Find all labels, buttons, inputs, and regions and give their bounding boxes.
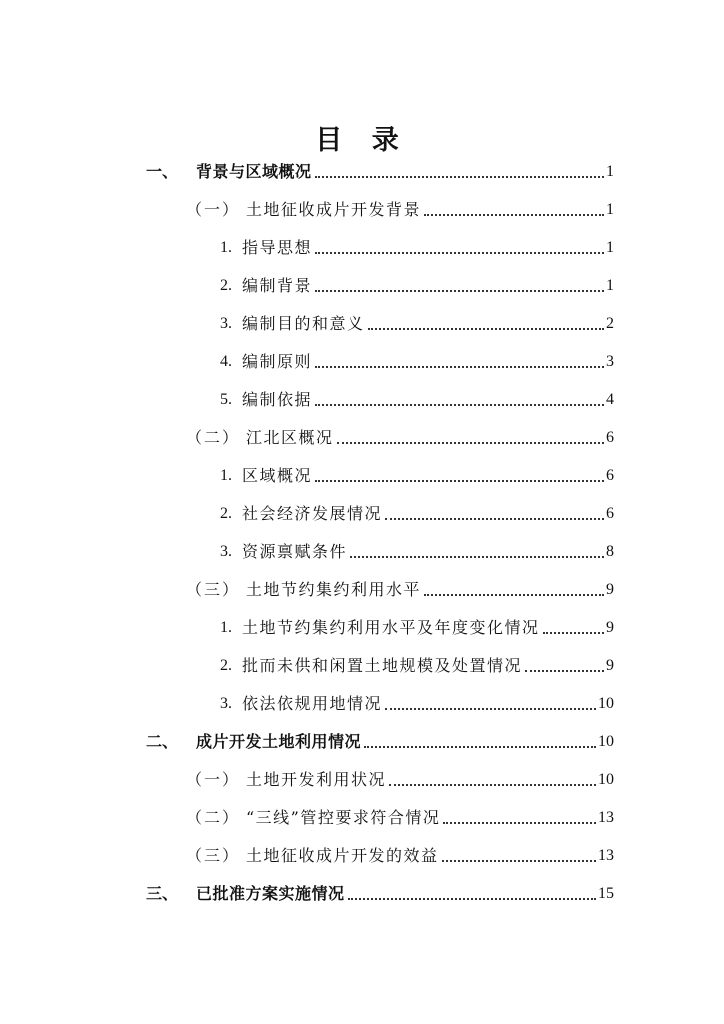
toc-leader-dots <box>424 594 604 596</box>
toc-entry-page: 13 <box>598 847 614 864</box>
toc-entry-number: 4. <box>220 353 232 370</box>
toc-entry-number: （三） <box>186 846 241 865</box>
toc-entry-page: 4 <box>606 391 614 408</box>
toc-entry[interactable] <box>220 308 614 334</box>
toc-entry-page: 8 <box>606 543 614 560</box>
toc-entry[interactable] <box>186 802 614 828</box>
toc-entry-number: （一） <box>186 200 241 219</box>
toc-entry-number: 3. <box>220 315 232 332</box>
toc-entry-label: 编制原则 <box>242 352 313 371</box>
toc-entry-page: 6 <box>606 467 614 484</box>
toc-entry-label: 区域概况 <box>242 466 313 485</box>
toc-entry[interactable] <box>220 612 614 638</box>
toc-entry-number: （二） <box>186 428 241 447</box>
toc-entry-page: 9 <box>606 657 614 674</box>
toc-leader-dots <box>315 480 604 482</box>
toc-entry[interactable] <box>220 650 614 676</box>
toc-entry-label: “三线”管控要求符合情况 <box>246 808 441 827</box>
toc-leader-dots <box>424 214 604 216</box>
toc-entry-number: （二） <box>186 808 241 827</box>
toc-leader-dots <box>348 898 596 900</box>
toc-title: 目 录 <box>315 125 409 156</box>
toc-entry[interactable] <box>220 460 614 486</box>
toc-leader-dots <box>442 860 596 862</box>
toc-entry-page: 15 <box>598 885 614 902</box>
toc-entry-label: 编制依据 <box>242 390 313 409</box>
toc-entry-number: 2. <box>220 505 232 522</box>
toc-entry-label: 土地征收成片开发背景 <box>246 200 422 219</box>
toc-entry-page: 13 <box>598 809 614 826</box>
toc-entry-page: 9 <box>606 581 614 598</box>
toc-entry-label: 已批准方案实施情况 <box>196 884 345 903</box>
toc-entry[interactable] <box>220 688 614 714</box>
toc-entry-number: 二、 <box>146 732 179 751</box>
toc-entry-number: 3. <box>220 695 232 712</box>
toc-entry-number: 3. <box>220 543 232 560</box>
toc-entry[interactable] <box>186 422 614 448</box>
toc-entry-label: 土地节约集约利用水平 <box>246 580 422 599</box>
toc-entry-page: 10 <box>598 771 614 788</box>
toc-leader-dots <box>525 670 604 672</box>
toc-leader-dots <box>315 252 604 254</box>
toc-entry-page: 1 <box>606 277 614 294</box>
toc-entry-page: 9 <box>606 619 614 636</box>
toc-entry-number: 1. <box>220 467 232 484</box>
toc-entry-page: 10 <box>598 695 614 712</box>
toc-leader-dots <box>364 746 596 748</box>
toc-entry-number: 三、 <box>146 884 179 903</box>
toc-leader-dots <box>315 366 604 368</box>
toc-entry-page: 10 <box>598 733 614 750</box>
toc-entry-label: 江北区概况 <box>246 428 334 447</box>
toc-entry-page: 1 <box>606 239 614 256</box>
toc-entry[interactable] <box>220 232 614 258</box>
toc-entry-page: 6 <box>606 505 614 522</box>
toc-entry[interactable] <box>220 498 614 524</box>
toc-leader-dots <box>368 328 604 330</box>
toc-entry-label: 土地征收成片开发的效益 <box>246 846 439 865</box>
toc-entry-label: 社会经济发展情况 <box>242 504 383 523</box>
toc-entry-label: 批而未供和闲置土地规模及处置情况 <box>242 656 523 675</box>
toc-leader-dots <box>443 822 596 824</box>
toc-entry-number: 5. <box>220 391 232 408</box>
toc-entry-number: 一、 <box>146 162 179 181</box>
toc-entry-page: 1 <box>606 201 614 218</box>
toc-leader-dots <box>385 518 604 520</box>
toc-entry-label: 指导思想 <box>242 238 313 257</box>
toc-entry[interactable] <box>146 726 614 752</box>
toc-entry-number: （三） <box>186 580 241 599</box>
toc-entry[interactable] <box>220 270 614 296</box>
toc-entry[interactable] <box>186 574 614 600</box>
toc-entry-number: （一） <box>186 770 241 789</box>
toc-leader-dots <box>315 404 604 406</box>
toc-entry-number: 1. <box>220 239 232 256</box>
toc-entry-label: 土地开发利用状况 <box>246 770 387 789</box>
toc-entry-page: 1 <box>606 163 614 180</box>
toc-leader-dots <box>543 632 604 634</box>
toc-entry[interactable] <box>220 384 614 410</box>
toc-leader-dots <box>337 442 604 444</box>
toc-entry-number: 1. <box>220 619 232 636</box>
toc-entry[interactable] <box>146 878 614 904</box>
toc-entry-page: 6 <box>606 429 614 446</box>
toc-entry-label: 依法依规用地情况 <box>242 694 383 713</box>
toc-leader-dots <box>389 784 596 786</box>
toc-entry-page: 2 <box>606 315 614 332</box>
toc-entry[interactable] <box>186 194 614 220</box>
toc-entry-label: 编制背景 <box>242 276 313 295</box>
toc-entry[interactable] <box>146 156 614 182</box>
toc-entry-page: 3 <box>606 353 614 370</box>
toc-entry[interactable] <box>186 764 614 790</box>
toc-entry[interactable] <box>220 346 614 372</box>
toc-leader-dots <box>315 290 604 292</box>
toc-entry-number: 2. <box>220 657 232 674</box>
toc-entry-label: 成片开发土地利用情况 <box>196 732 362 751</box>
toc-entry-label: 编制目的和意义 <box>242 314 365 333</box>
toc-entry-label: 资源禀赋条件 <box>242 542 348 561</box>
toc-entry-label: 背景与区域概况 <box>196 162 312 181</box>
toc-entry-label: 土地节约集约利用水平及年度变化情况 <box>242 618 540 637</box>
toc-leader-dots <box>385 708 596 710</box>
toc-entry[interactable] <box>220 536 614 562</box>
toc-leader-dots <box>315 176 604 178</box>
toc-leader-dots <box>350 556 604 558</box>
toc-entry-number: 2. <box>220 277 232 294</box>
toc-entry[interactable] <box>186 840 614 866</box>
